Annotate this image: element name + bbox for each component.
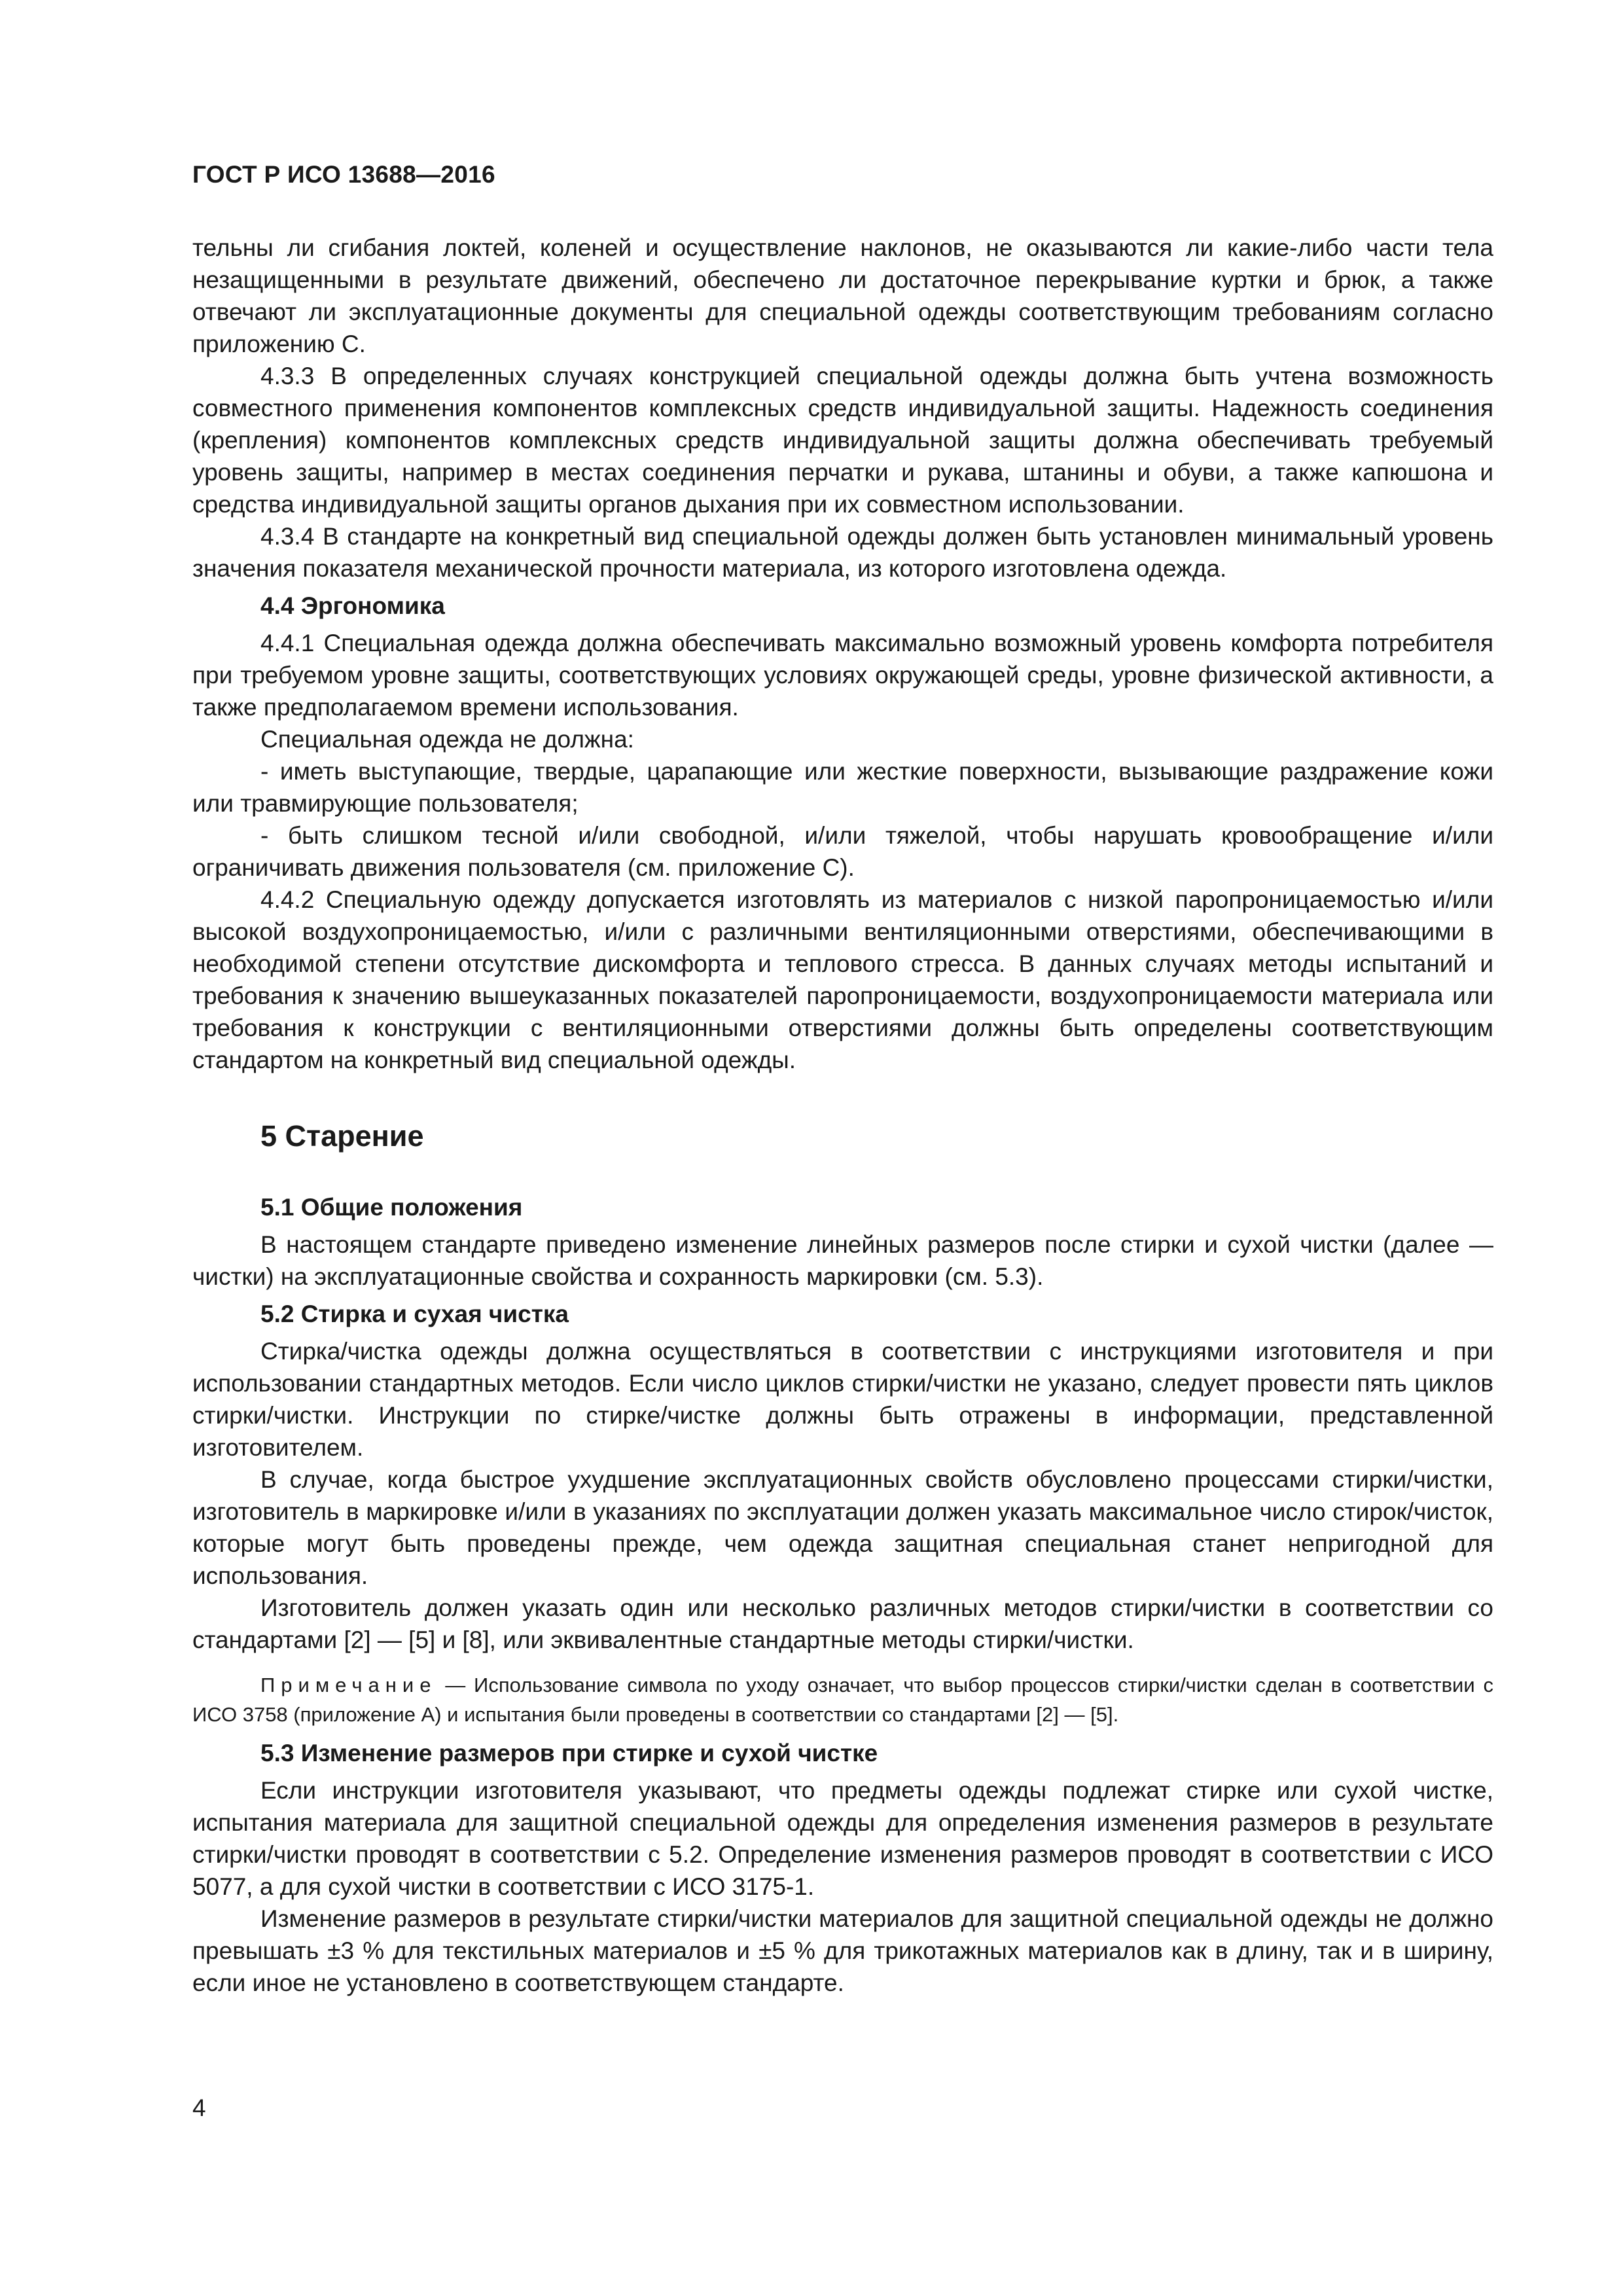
- section-heading-4-4: 4.4 Эргономика: [260, 592, 445, 619]
- section-heading-5-3: 5.3 Изменение размеров при стирке и сухой чистке: [260, 1740, 878, 1767]
- paragraph-not-allowed: Специальная одежда не должна:: [260, 726, 634, 753]
- paragraph-5-3-a: Если инструкции изготовителя указывают, что предметы одежды подлежат стирке или сухой чистке, испытания материала для защитной специальной одежды для определения изменения размеров в результате стирки/чистки проводят в соответствии с 5.2. Определение изменения размеров проводят в соответствии с ИСО 5077, а для сухой чистки в соответствии с ИСО 3175-1.: [192, 1777, 1493, 1900]
- section-heading-5: 5 Старение: [260, 1119, 424, 1153]
- paragraph-4-4-1: 4.4.1 Специальная одежда должна обеспечивать максимально возможный уровень комфорта потребителя при требуемом уровне защиты, соответствующих условиях окружающей среды, уровне физической активности, а также предполагаемом времени использования.: [192, 630, 1493, 721]
- paragraph-5-2-b: В случае, когда быстрое ухудшение эксплуатационных свойств обусловлено процессами стирки/чистки, изготовитель в маркировке и/или в указаниях по эксплуатации должен указать максимальное число стирок/чисток, которые могут быть проведены прежде, чем одежда защитная специальная станет непригодной для использования.: [192, 1466, 1493, 1589]
- list-item-fit: - быть слишком тесной и/или свободной, и/или тяжелой, чтобы нарушать кровообращение и/или ограничивать движения пользователя (см. приложение С).: [192, 822, 1493, 881]
- list-item-surfaces: - иметь выступающие, твердые, царапающие или жесткие поверхности, вызывающие раздражение кожи или травмирующие пользователя;: [192, 758, 1493, 817]
- paragraph-5-2-c: Изготовитель должен указать один или несколько различных методов стирки/чистки в соответствии со стандартами [2] — [5] и [8], или эквивалентные стандартные методы стирки/чистки.: [192, 1594, 1493, 1653]
- paragraph-4-4-2: 4.4.2 Специальную одежду допускается изготовлять из материалов с низкой паропроницаемостью и/или высокой воздухопроницаемостью, и/или с различными вентиляционными отверстиями, обеспечивающими в необходимой степени отсутствие дискомфорта и теплового стресса. В данных случаях методы испытаний и требования к значению вышеуказанных показателей паропроницаемости, воздухопроницаемости материала или требования к конструкции с вентиляционными отверстиями должны быть определены соответствующим стандартом на конкретный вид специальной одежды.: [192, 886, 1493, 1073]
- note: [192, 1670, 1493, 1729]
- note-text: — Использование символа по уходу означает, что выбор процессов стирки/чистки сделан в соответствии с ИСО 3758 (приложение А) и испытания были проведены в соответствии со стандартами [2] — [5].: [192, 1674, 1493, 1726]
- section-heading-5-1: 5.1 Общие положения: [260, 1194, 523, 1221]
- note-label: Примечание: [260, 1674, 437, 1696]
- section-heading-5-2: 5.2 Стирка и сухая чистка: [260, 1300, 569, 1327]
- paragraph-continuation: тельны ли сгибания локтей, коленей и осуществление наклонов, не оказываются ли какие-либо части тела незащищенными в результате движений, обеспечено ли достаточное перекрывание куртки и брюк, а также отвечают ли эксплуатационные документы для специальной одежды соответствующим требованиям согласно приложению С.: [192, 234, 1493, 357]
- document-header: ГОСТ Р ИСО 13688—2016: [192, 161, 495, 188]
- page-number: 4: [192, 2094, 206, 2121]
- page-body: [192, 232, 1493, 1999]
- paragraph-4-3-3: 4.3.3 В определенных случаях конструкцией специальной одежды должна быть учтена возможность совместного применения компонентов комплексных средств индивидуальной защиты. Надежность соединения (крепления) компонентов комплексных средств индивидуальной защиты должна обеспечивать требуемый уровень защиты, например в местах соединения перчатки и рукава, штанины и обуви, а также капюшона и средства индивидуальной защиты органов дыхания при их совместном использовании.: [192, 363, 1493, 518]
- paragraph-4-3-4: 4.3.4 В стандарте на конкретный вид специальной одежды должен быть установлен минимальный уровень значения показателя механической прочности материала, из которого изготовлена одежда.: [192, 523, 1493, 582]
- paragraph-5-1: В настоящем стандарте приведено изменение линейных размеров после стирки и сухой чистки (далее — чистки) на эксплуатационные свойства и сохранность маркировки (см. 5.3).: [192, 1231, 1493, 1290]
- paragraph-5-3-b: Изменение размеров в результате стирки/чистки материалов для защитной специальной одежды не должно превышать ±3 % для текстильных материалов и ±5 % для трикотажных материалов как в длину, так и в ширину, если иное не установлено в соответствующем стандарте.: [192, 1905, 1493, 1996]
- paragraph-5-2-a: Стирка/чистка одежды должна осуществляться в соответствии с инструкциями изготовителя и при использовании стандартных методов. Если число циклов стирки/чистки не указано, следует провести пять циклов стирки/чистки. Инструкции по стирке/чистке должны быть отражены в информации, представленной изготовителем.: [192, 1338, 1493, 1461]
